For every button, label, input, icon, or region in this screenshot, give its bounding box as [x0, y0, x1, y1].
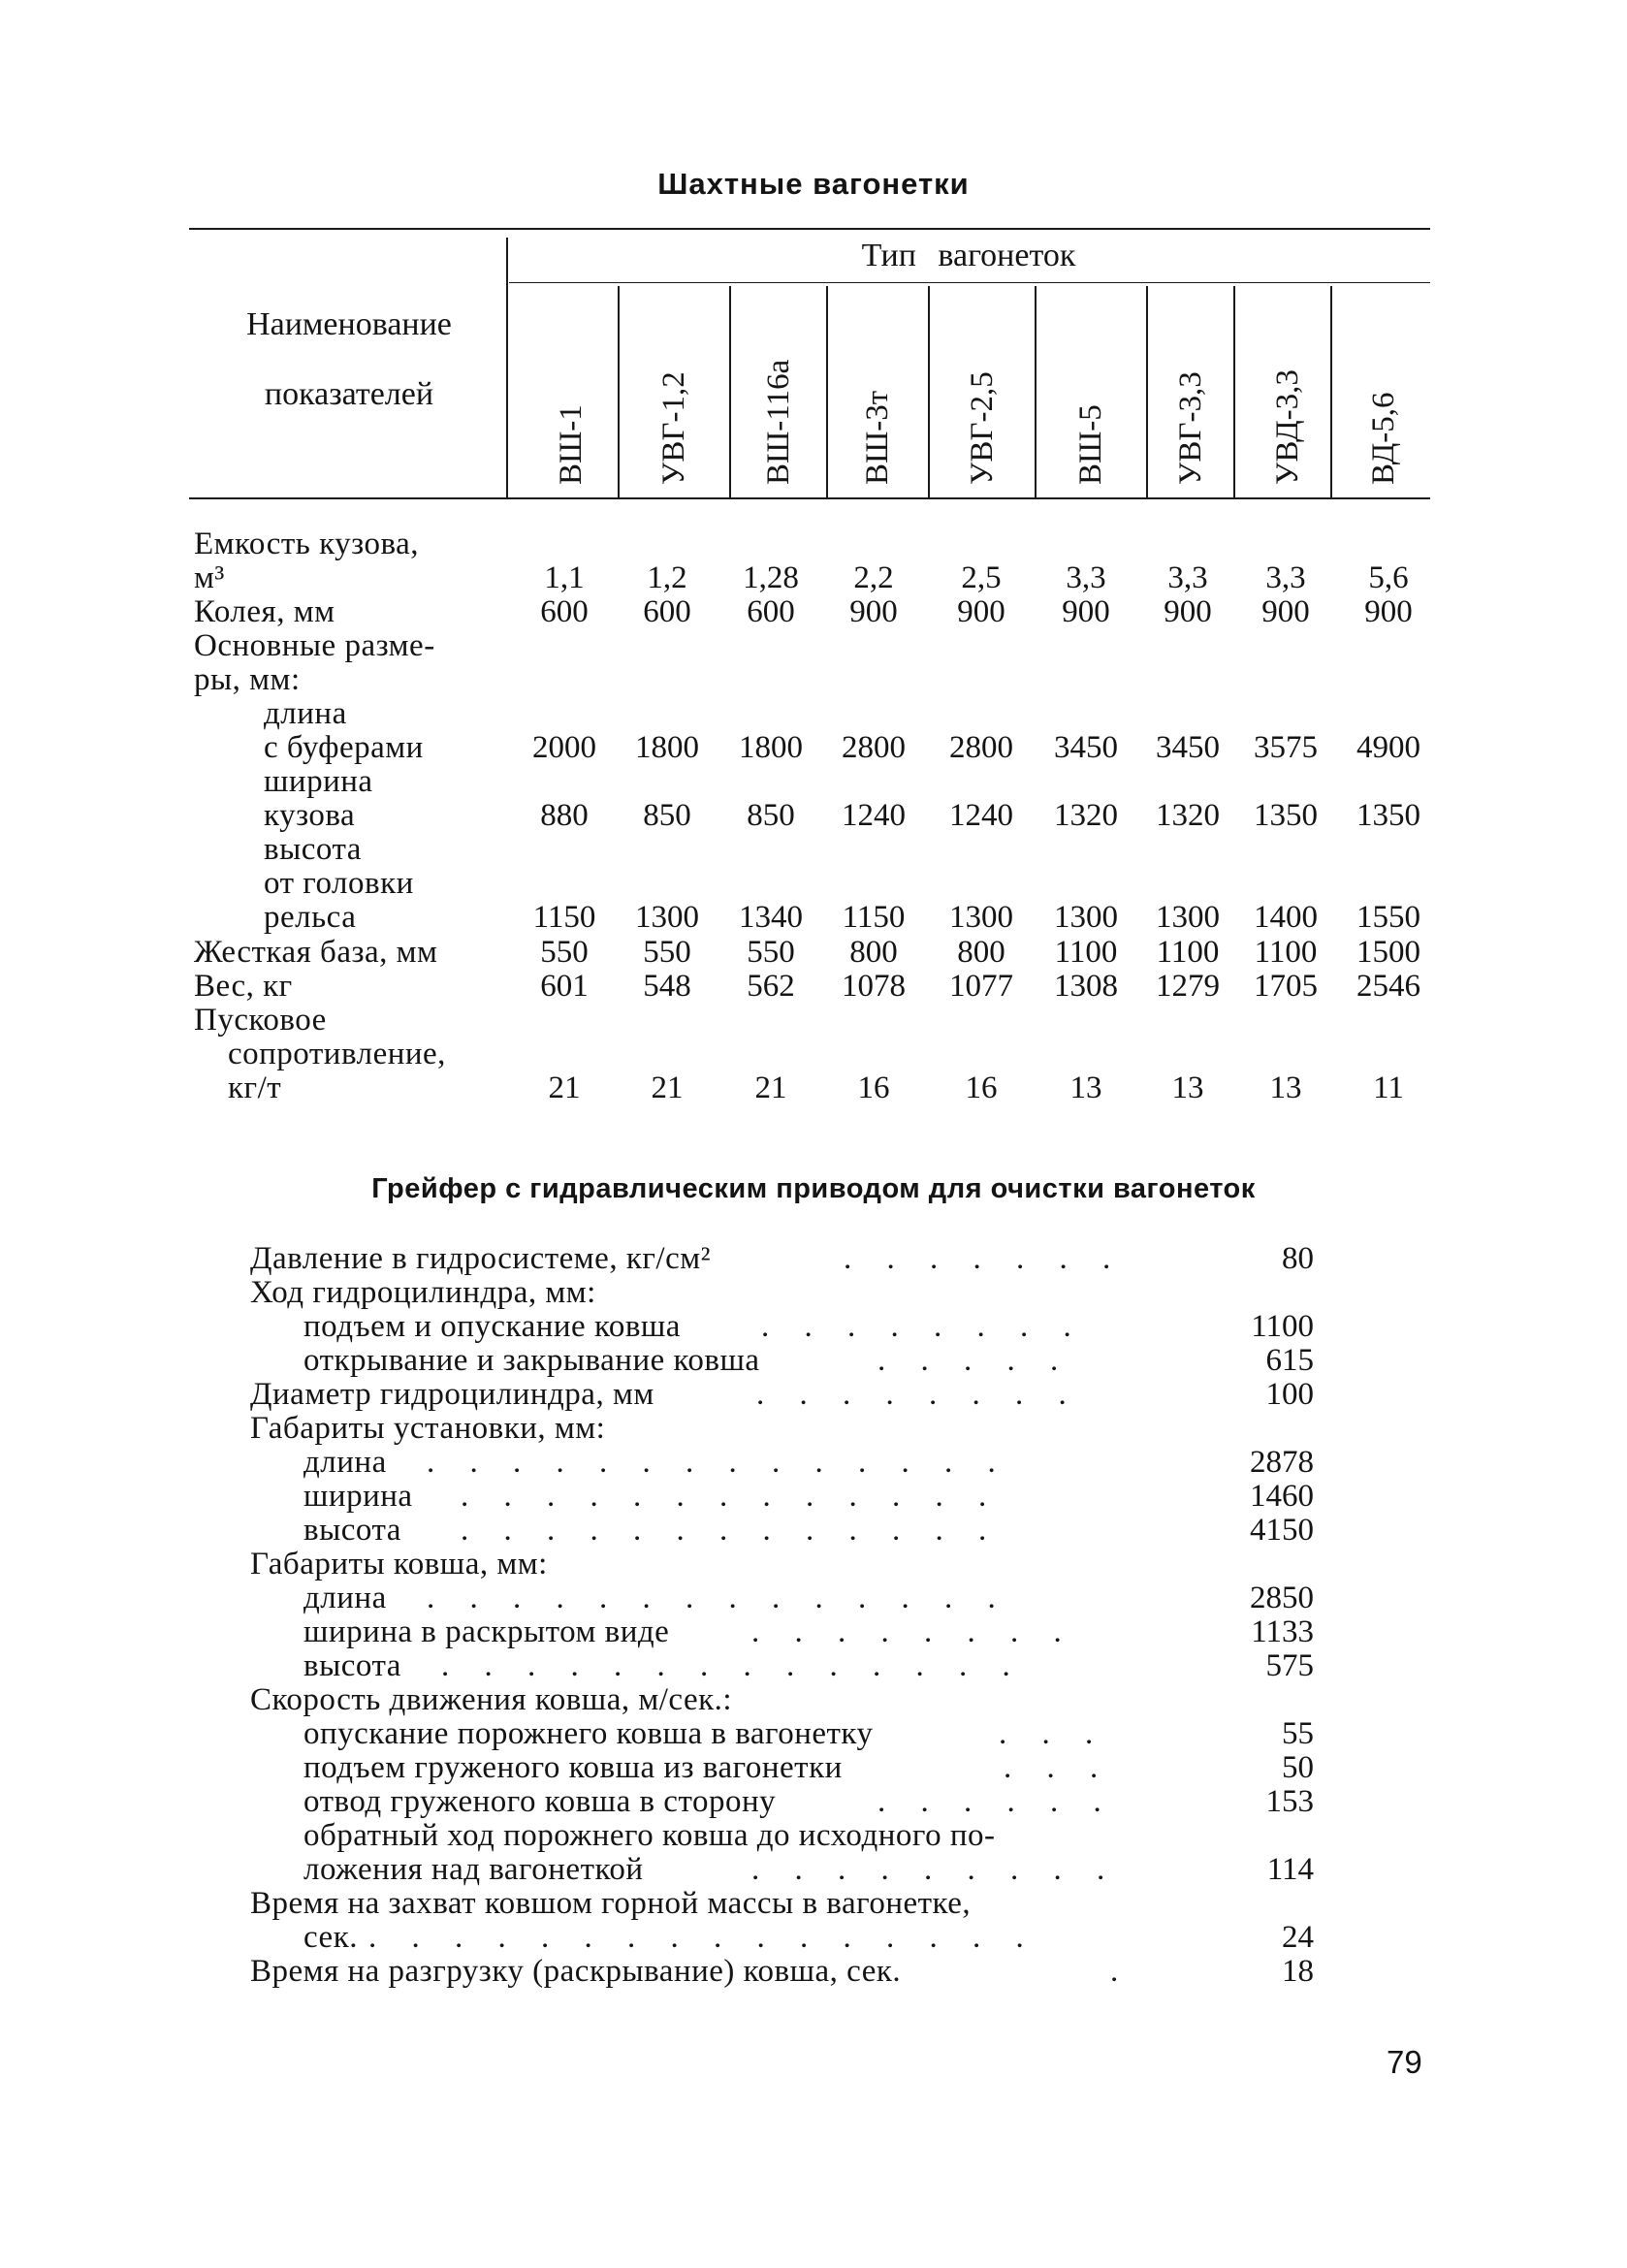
table-cell: 600 — [643, 594, 691, 629]
table-cell: 1800 — [739, 730, 803, 765]
table-cell: 1300 — [1054, 900, 1118, 935]
table-cell: 850 — [643, 798, 691, 833]
table-cell: 550 — [747, 935, 795, 970]
table-cell: 3450 — [1156, 730, 1220, 765]
table-cell: 1340 — [739, 900, 803, 935]
row-label-base: Жесткая база, мм — [194, 935, 438, 970]
table-cell: 3450 — [1054, 730, 1118, 765]
table-cell: 1100 — [1054, 935, 1118, 970]
dot-leader: . . . . . . . . — [761, 1309, 1085, 1344]
table-cell: 21 — [548, 1070, 581, 1105]
table-cell: 1150 — [532, 900, 596, 935]
table-cell: 548 — [643, 969, 691, 1004]
table-cell: 1,2 — [647, 560, 687, 595]
row-label-length: длина — [264, 696, 347, 731]
spec-label: подъем груженого ковша из вагонетки — [303, 1750, 843, 1785]
table-cell: 16 — [965, 1070, 998, 1105]
dot-leader: . . . . . . . . . . . . . — [461, 1479, 1001, 1514]
spec-label: подъем и опускание ковша — [303, 1309, 681, 1344]
table-cell: 1,28 — [743, 560, 799, 595]
dot-leader: . . . . . . . . . . . . . . — [427, 1581, 1009, 1615]
spec-label: длина — [303, 1445, 387, 1480]
dot-leader: . . . . . . — [877, 1784, 1115, 1819]
row-label-dimensions: Основные разме- — [194, 628, 435, 663]
table-cell: 1078 — [842, 969, 906, 1004]
table-cell: 900 — [1164, 594, 1212, 629]
table-title: Шахтные вагонетки — [657, 167, 970, 201]
spec-value: 1100 — [1251, 1309, 1314, 1344]
spec-label: опускание порожнего ковша в вагонетку — [303, 1716, 874, 1751]
header-name-line1: Наименование — [246, 306, 452, 342]
table-cell: 900 — [1261, 594, 1310, 629]
spec-value: 24 — [1282, 1920, 1314, 1955]
spec-label: Габариты ковша, мм: — [250, 1547, 548, 1581]
table-cell: 1705 — [1254, 969, 1318, 1004]
document-page: Шахтные вагонетки Наименование показателей Тип вагонеток ВШ-1 УВГ-1,2 ВШ-116а ВШ-3т УВГ-2,5 ВШ-5 УВГ-3,3 УВД-3,3 ВД-5,6 Емкость кузова, м³ Колея, мм Основные разме- ры, мм: длина с буферами ширина кузова высота от головки рельса Жесткая база, мм Вес, кг Пусковое сопротивление, кг/т 1,1 1,2 1,28 2,2 2,5 3,3 3,3 3,3 5,6 600 600 600 900 900 900 900 900 900 2000 1800 1800 2800 2800 3450 3450 3575 4900 880 850 850 1240 1240 1320 1320 1350 1350 1150 1300 1340 1150 1300 1300 1300 1400 1550 550 550 550 800 800 1100 1100 1100 1500 601 548 562 1078 1077 1308 1279 1705 2546 21 21 21 16 16 13 13 13 11 Грейфер с гидравлическим приводом для очистки вагонеток Давление в гидросистеме, кг/см² . . . . . . . 80 Ход гидроцилиндра, мм: подъем и опускание ковша . . . . . . . . 1100 открывание и закрывание ковша . . . . . 615 Диаметр гидроцилиндра, мм . . . . . . . . 100 Габариты установки, мм: длина . . . . . . . . . . . . . . 2878 ширина . . . . . . . . . . . . . 1460 высота . . . . . . . . . . . . . 4150 Габариты ковша, мм: длина . . . . . . . . . . . . . . 2850 ширина в раскрытом виде . . . . . . . . 1133 высота . . . . . . . . . . . . . . 575 Скорость движения ковша, м/сек.: опускание порожнего ковша в вагонетку . . . 55 подъем груженого ковша из вагонетки . . . 50 отвод груженого ковша в сторону . . . . . . 153 обратный ход порожнего ковша до исходного по- ложения над вагонеткой . . . . . . . . . 114 Время на захват ковшом горной массы в вагонетке, сек. . . . . . . . . . . . . . . . . 24 Время на разгрузку (раскрывание) ковша, сек. . 18 79 — [0, 0, 1627, 2268]
table-cell: 550 — [540, 935, 589, 970]
table-cell: 1300 — [949, 900, 1013, 935]
column-divider — [618, 286, 620, 497]
row-label-dimensions-unit: ры, мм: — [194, 662, 301, 697]
page-number: 79 — [1387, 2044, 1422, 2080]
table-cell: 21 — [651, 1070, 684, 1105]
row-label-height-sub: от головки — [264, 866, 414, 901]
table-cell: 16 — [857, 1070, 890, 1105]
dot-leader: . . . — [1004, 1750, 1112, 1785]
spec-label: Диаметр гидроцилиндра, мм — [250, 1377, 654, 1412]
column-divider — [1146, 286, 1148, 497]
table-cell: 1400 — [1254, 900, 1318, 935]
table-cell: 550 — [643, 935, 691, 970]
table-cell: 1279 — [1156, 969, 1220, 1004]
spec-value: 55 — [1282, 1716, 1314, 1751]
table-cell: 800 — [849, 935, 898, 970]
spec-value: 4150 — [1250, 1513, 1314, 1548]
table-cell: 1320 — [1054, 798, 1118, 833]
spec-label: Давление в гидросистеме, кг/см² — [250, 1241, 711, 1276]
table-cell: 1320 — [1156, 798, 1220, 833]
table-cell: 1350 — [1254, 798, 1318, 833]
table-cell: 900 — [957, 594, 1005, 629]
row-label-height-sub2: рельса — [264, 900, 357, 935]
spec-label: Габариты установки, мм: — [250, 1411, 606, 1446]
table-cell: 1240 — [949, 798, 1013, 833]
dot-leader: . . . . . . . . . . . . . — [461, 1513, 1001, 1548]
spec-label: открывание и закрывание ковша — [303, 1343, 760, 1378]
spec-value: 2850 — [1250, 1581, 1314, 1615]
table-cell: 1,1 — [544, 560, 585, 595]
table-cell: 21 — [754, 1070, 787, 1105]
header-name-line2: показателей — [264, 376, 434, 412]
row-label-capacity-unit: м³ — [194, 560, 225, 595]
spec-value: 114 — [1266, 1852, 1314, 1887]
spec-label: Скорость движения ковша, м/сек.: — [250, 1682, 733, 1717]
dot-leader: . . . — [999, 1716, 1107, 1751]
row-label-width-sub: кузова — [264, 798, 356, 833]
spec-value: 153 — [1265, 1784, 1314, 1819]
table-cell: 13 — [1069, 1070, 1102, 1105]
table-cell: 900 — [1062, 594, 1110, 629]
table-cell: 3575 — [1254, 730, 1318, 765]
spec-label: Ход гидроцилиндра, мм: — [250, 1275, 596, 1310]
spec-label: ложения над вагонеткой — [303, 1852, 644, 1887]
table-cell: 13 — [1171, 1070, 1204, 1105]
dot-leader: . . . . . — [877, 1343, 1072, 1378]
spec-label: Время на разгрузку (раскрывание) ковша, сек. — [250, 1954, 902, 1989]
spec-label: отвод груженого ковша в сторону — [303, 1784, 777, 1819]
table-cell: 1800 — [635, 730, 699, 765]
table-cell: 5,6 — [1368, 560, 1409, 595]
column-divider — [826, 286, 828, 497]
table-cell: 3,3 — [1066, 560, 1106, 595]
row-label-length-sub: с буферами — [264, 730, 424, 765]
spec-label: длина — [303, 1581, 387, 1615]
table-cell: 562 — [747, 969, 795, 1004]
table-cell: 1300 — [635, 900, 699, 935]
dot-leader: . . . . . . . . . — [751, 1852, 1119, 1887]
table-cell: 2,5 — [961, 560, 1002, 595]
column-divider — [1330, 286, 1332, 497]
spec-value: 80 — [1282, 1241, 1314, 1276]
table-cell: 1150 — [842, 900, 906, 935]
dot-leader: . . . . . . . . — [756, 1377, 1080, 1412]
spec-label: ширина — [303, 1479, 413, 1514]
table-cell: 880 — [540, 798, 589, 833]
table-cell: 2,2 — [853, 560, 894, 595]
header-bottom-rule — [189, 497, 1430, 499]
table-cell: 11 — [1373, 1070, 1404, 1105]
type-group-rule — [509, 282, 1430, 283]
grab-section-title: Грейфер с гидравлическим приводом для очистки вагонеток — [371, 1173, 1256, 1204]
dot-leader: . . . . . . . . . . . . . . — [427, 1445, 1009, 1480]
row-label-height: высота — [264, 832, 362, 867]
row-label-resistance: Пусковое — [194, 1003, 327, 1038]
table-cell: 2546 — [1356, 969, 1420, 1004]
table-cell: 1550 — [1356, 900, 1420, 935]
table-cell: 600 — [747, 594, 795, 629]
table-cell: 3,3 — [1265, 560, 1306, 595]
table-cell: 1077 — [949, 969, 1013, 1004]
table-top-rule — [189, 228, 1430, 230]
dot-leader: . — [1110, 1954, 1133, 1989]
table-cell: 900 — [1364, 594, 1413, 629]
row-label-resistance-sub: сопротивление, — [228, 1037, 446, 1071]
table-cell: 601 — [540, 969, 589, 1004]
row-label-width: ширина — [264, 764, 373, 799]
spec-label: высота — [303, 1513, 401, 1548]
table-cell: 2000 — [532, 730, 596, 765]
dot-leader: . . . . . . . — [844, 1241, 1125, 1276]
table-cell: 1308 — [1054, 969, 1118, 1004]
table-cell: 2800 — [949, 730, 1013, 765]
spec-label: ширина в раскрытом виде — [303, 1614, 670, 1649]
spec-value: 2878 — [1250, 1445, 1314, 1480]
spec-value: 18 — [1282, 1954, 1314, 1989]
column-divider — [1035, 286, 1037, 497]
column-divider — [928, 286, 930, 497]
row-label-weight: Вес, кг — [194, 969, 293, 1004]
table-cell: 13 — [1269, 1070, 1302, 1105]
spec-value: 1133 — [1251, 1614, 1314, 1649]
type-group-header: Тип вагонеток — [861, 238, 1076, 273]
row-label-capacity: Емкость кузова, — [194, 527, 420, 561]
table-cell: 1300 — [1156, 900, 1220, 935]
row-label-resistance-unit: кг/т — [228, 1070, 282, 1105]
table-cell: 800 — [957, 935, 1005, 970]
table-cell: 4900 — [1356, 730, 1420, 765]
dot-leader: . . . . . . . . — [751, 1614, 1075, 1649]
spec-value: 100 — [1265, 1377, 1314, 1412]
table-cell: 900 — [849, 594, 898, 629]
table-cell: 600 — [540, 594, 589, 629]
column-divider — [1233, 286, 1235, 497]
column-divider — [729, 286, 731, 497]
table-cell: 850 — [747, 798, 795, 833]
spec-label: Время на захват ковшом горной массы в вагонетке, — [250, 1886, 972, 1921]
table-cell: 1350 — [1356, 798, 1420, 833]
spec-value: 575 — [1265, 1648, 1314, 1683]
table-cell: 2800 — [842, 730, 906, 765]
spec-value: 50 — [1282, 1750, 1314, 1785]
spec-value: 615 — [1265, 1343, 1314, 1378]
table-cell: 1100 — [1156, 935, 1220, 970]
spec-label: высота — [303, 1648, 401, 1683]
header-divider — [506, 238, 508, 497]
table-cell: 1100 — [1254, 935, 1318, 970]
dot-leader: . . . . . . . . . . . . . . . . — [368, 1920, 1037, 1955]
spec-label: обратный ход порожнего ковша до исходного по- — [303, 1818, 996, 1853]
spec-label: сек. — [303, 1920, 358, 1955]
spec-value: 1460 — [1250, 1479, 1314, 1514]
table-cell: 3,3 — [1167, 560, 1208, 595]
table-cell: 1240 — [842, 798, 906, 833]
row-label-gauge: Колея, мм — [194, 594, 335, 629]
table-cell: 1500 — [1356, 935, 1420, 970]
dot-leader: . . . . . . . . . . . . . . — [441, 1648, 1024, 1683]
